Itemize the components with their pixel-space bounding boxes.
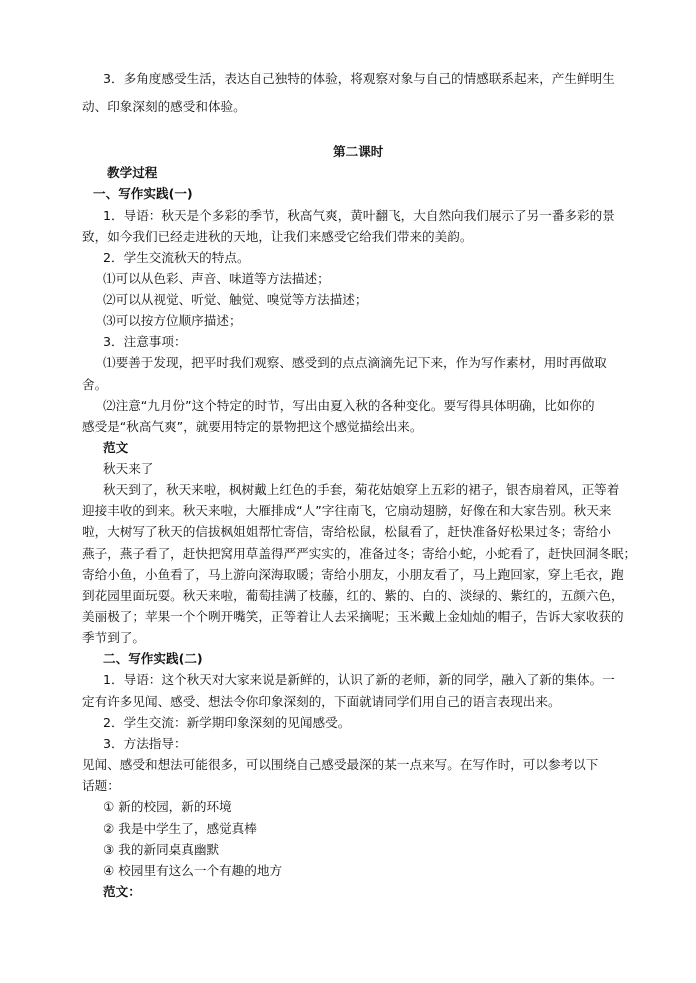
s1-item-2-b: ⑵可以从视觉、听觉、触觉、嗅觉等方法描述；	[103, 292, 368, 307]
s2-intro-line-2: 定有许多见闻、感受、想法令你印象深刻的，下面就请同学们用自己的语言表现出来。	[82, 694, 561, 709]
s1-item-2: 2．学生交流秋天的特点。	[103, 250, 250, 265]
s1-intro-line-1: 1．导语：秋天是个多彩的季节，秋高气爽，黄叶翻飞，大自然向我们展示了另一番多彩的景	[103, 208, 615, 223]
s1-item-3-a-line-2: 舍。	[82, 377, 108, 392]
topic-item: ① 新的校园，新的环境	[103, 799, 232, 814]
sample-2-heading: 范文：	[103, 884, 141, 899]
intro-item-3-line-2: 动、印象深刻的感受和体验。	[82, 99, 246, 114]
process-heading: 教学过程	[107, 165, 158, 180]
s2-method-line-2: 话题：	[82, 778, 120, 793]
sample-1-title: 秋天来了	[103, 461, 154, 476]
s1-item-3-a-line-1: ⑴要善于发现，把平时我们观察、感受到的点点滴滴先记下来，作为写作素材，用时再做取	[103, 355, 607, 370]
sample-1-line: 迎接丰收的到来。秋天来啦，大雁排成“人”字往南飞，它扇动翅膀，好像在和大家告别。秋天来	[82, 503, 612, 518]
s2-method-line-1: 见闻、感受和想法可能很多，可以围绕自己感受最深的某一点来写。在写作时，可以参考以下	[82, 757, 599, 772]
section-2-heading: 二、写作实践(二)	[103, 651, 203, 666]
s1-item-2-a: ⑴可以从色彩、声音、味道等方法描述；	[103, 271, 330, 286]
s2-intro-line-1: 1．导语：这个秋天对大家来说是新鲜的，认识了新的老师，新的同学，融入了新的集体。一	[103, 672, 615, 687]
s1-item-2-c: ⑶可以按方位顺序描述；	[103, 313, 242, 328]
sample-1-line: 美丽极了；苹果一个个咧开嘴笑，正等着让人去采摘呢；玉米戴上金灿灿的帽子，告诉大家收获的	[82, 609, 624, 624]
s1-item-3-b-line-1: ⑵注意“九月份”这个特定的时节，写出由夏入秋的各种变化。要写得具体明确，比如你的	[103, 398, 595, 413]
s1-item-3: 3．注意事项：	[103, 334, 187, 349]
lesson-title: 第二课时	[333, 144, 384, 159]
s1-intro-line-2: 致，如今我们已经走进秋的天地，让我们来感受它给我们带来的美韵。	[82, 229, 473, 244]
s1-item-3-b-line-2: 感受是“秋高气爽”，就要用特定的景物把这个感觉描绘出来。	[82, 419, 423, 434]
s2-item-3: 3．方法指导：	[103, 736, 187, 751]
topic-item: ② 我是中学生了，感觉真棒	[103, 821, 257, 836]
sample-1-line: 到花园里面玩耍。秋天来啦，葡萄挂满了枝藤，红的、紫的、白的、淡绿的、紫红的，五颜六色，	[82, 588, 624, 603]
sample-1-line: 啦，大树写了秋天的信拔枫姐姐帮忙寄信，寄给松鼠，松鼠看了，赶快准备好松果过冬；寄给小	[82, 524, 611, 539]
s2-item-2: 2．学生交流：新学期印象深刻的见闻感受。	[103, 715, 351, 730]
sample-1-line: 燕子，燕子看了，赶快把窝用草盖得严严实实的，准备过冬；寄给小蛇，小蛇看了，赶快回洞冬眠；	[82, 546, 637, 561]
sample-1-line: 寄给小鱼，小鱼看了，马上游向深海取暖；寄给小朋友，小朋友看了，马上跑回家，穿上毛衣，跑	[82, 567, 624, 582]
topic-item: ④ 校园里有这么一个有趣的地方	[103, 863, 283, 878]
sample-1-line: 秋天到了，秋天来啦，枫树戴上红色的手套，菊花姑娘穿上五彩的裙子，银杏扇着风，正等着	[103, 482, 620, 497]
sample-1-heading: 范文	[103, 440, 129, 455]
sample-1-line: 季节到了。	[82, 630, 145, 645]
intro-item-3-line-1: 3．多角度感受生活，表达自己独特的体验，将观察对象与自己的情感联系起来，产生鲜明生	[103, 71, 615, 86]
section-1-heading: 一、写作实践(一)	[93, 186, 193, 201]
topic-item: ③ 我的新同桌真幽默	[103, 842, 220, 857]
